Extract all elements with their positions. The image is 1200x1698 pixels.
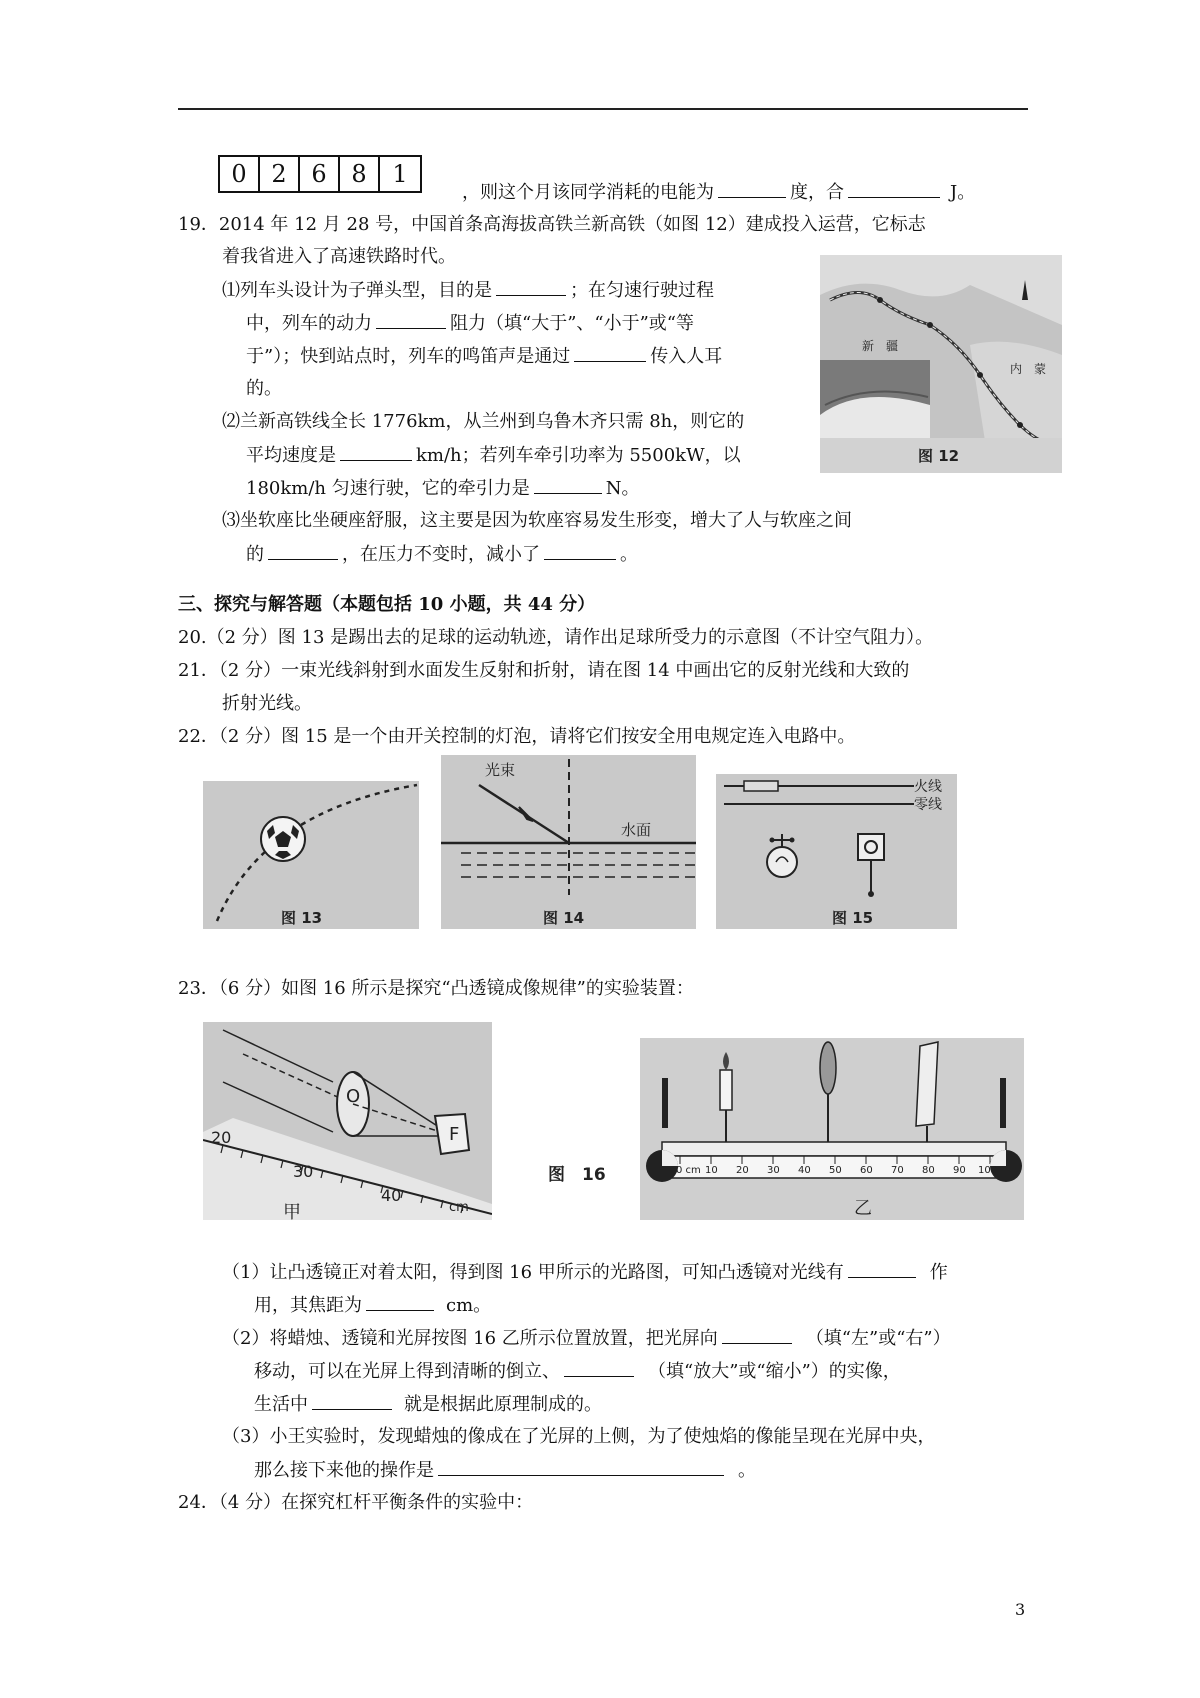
answer-blank[interactable]	[848, 180, 940, 198]
q23-part1-cont: 用，其焦距为 cm。	[254, 1295, 492, 1316]
answer-blank[interactable]	[718, 180, 786, 198]
q18-line: ，则这个月该同学消耗的电能为 度，合 J。	[462, 182, 976, 203]
figure-caption: 图 12	[918, 447, 960, 465]
bench-label: 10	[705, 1165, 718, 1176]
answer-blank[interactable]	[496, 278, 566, 296]
meter-digit: 2	[260, 157, 300, 191]
bench-label: 100	[978, 1165, 998, 1176]
answer-blank[interactable]	[534, 476, 602, 494]
bench-label: 20	[736, 1165, 749, 1176]
energy-meter-display	[218, 155, 422, 193]
figure-16-jia	[203, 1022, 492, 1220]
label-lens-center: O	[346, 1086, 361, 1107]
answer-blank[interactable]	[544, 542, 616, 560]
bench-label: 30	[767, 1165, 780, 1176]
label-light-beam: 光束	[485, 761, 516, 779]
figure-caption: 图 13	[281, 909, 323, 927]
bench-label: 50	[829, 1165, 842, 1176]
q24-text: 24．（4 分）在探究杠杆平衡条件的实验中：	[178, 1492, 534, 1513]
label-neutral-wire: 零线	[914, 797, 942, 813]
label-water-surface: 水面	[621, 821, 652, 839]
q23-part2: （2）将蜡烛、透镜和光屏按图 16 乙所示位置放置，把光屏向 （填“左”或“右”）	[222, 1328, 951, 1349]
q21-line2: 折射光线。	[222, 693, 312, 714]
bench-label: 80	[922, 1165, 935, 1176]
section-title: 三、探究与解答题（本题包括 10 小题，共 44 分）	[178, 594, 596, 615]
answer-blank[interactable]	[574, 344, 646, 362]
q19-part1: ⑴列车头设计为子弹头型，目的是 ；在匀速行驶过程	[222, 280, 714, 301]
answer-blank[interactable]	[376, 311, 446, 329]
q23-part3-cont: 那么接下来他的操作是 。	[254, 1460, 756, 1481]
meter-digit: 0	[220, 157, 260, 191]
ruler-label: 30	[293, 1162, 314, 1181]
figure-sublabel: 乙	[854, 1198, 872, 1219]
meter-digit: 6	[300, 157, 340, 191]
figure-caption: 图 16	[548, 1165, 606, 1185]
page-number: 3	[1015, 1600, 1026, 1619]
answer-blank[interactable]	[340, 443, 412, 461]
ruler-label: 20	[211, 1128, 232, 1147]
figure-14	[441, 755, 696, 929]
optical-bench-diagram	[640, 1038, 1024, 1220]
q23-part1: （1）让凸透镜正对着太阳，得到图 16 甲所示的光路图，可知凸透镜对光线有 作	[222, 1262, 948, 1283]
answer-blank[interactable]	[438, 1458, 724, 1476]
q19-line2: 着我省进入了高速铁路时代。	[222, 246, 456, 267]
q20-text: 20.（2 分）图 13 是踢出去的足球的运动轨迹，请作出足球所受力的示意图（不计空气阻力）。	[178, 627, 934, 648]
label-focus: F	[449, 1124, 460, 1145]
q23-part2-cont: 移动，可以在光屏上得到清晰的倒立、 （填“放大”或“缩小”）的实像，	[254, 1361, 901, 1382]
figure-caption: 图 15	[832, 909, 874, 927]
q23-part3: （3）小王实验时，发现蜡烛的像成在了光屏的上侧，为了使烛焰的像能呈现在光屏中央，	[222, 1426, 936, 1447]
answer-blank[interactable]	[848, 1260, 916, 1278]
q19-part2-cont2: 180km/h 匀速行驶，它的牵引力是 N。	[246, 478, 640, 499]
meter-digit: 8	[340, 157, 380, 191]
bench-label: 0 cm	[676, 1165, 701, 1176]
answer-blank[interactable]	[312, 1392, 392, 1410]
figure-12-map	[820, 255, 1062, 473]
meter-digit: 1	[392, 160, 408, 188]
figure-13	[203, 781, 419, 929]
map-label: 新 疆	[862, 339, 899, 353]
figure-caption: 图 14	[543, 909, 585, 927]
figure-sublabel: 甲	[283, 1202, 301, 1220]
refraction-diagram	[441, 755, 696, 929]
figure-15	[716, 774, 957, 929]
q19-part1-cont3: 的。	[246, 378, 282, 399]
ruler-unit: cm	[449, 1200, 469, 1215]
q19-part2-cont: 平均速度是 km/h；若列车牵引功率为 5500kW，以	[246, 445, 741, 466]
header-rule	[178, 108, 1028, 110]
answer-blank[interactable]	[366, 1293, 434, 1311]
map-label: 内 蒙	[1010, 362, 1047, 376]
q19-part1-cont: 中，列车的动力 阻力（填“大于”、“小于”或“等	[246, 313, 695, 334]
answer-blank[interactable]	[722, 1326, 792, 1344]
bench-label: 40	[798, 1165, 811, 1176]
q21-line1: 21．（2 分）一束光线斜射到水面发生反射和折射，请在图 14 中画出它的反射光线和大致的	[178, 660, 910, 681]
bench-label: 90	[953, 1165, 966, 1176]
q19-part1-cont2: 于”）；快到站点时，列车的鸣笛声是通过 传入人耳	[246, 346, 723, 367]
bench-label: 60	[860, 1165, 873, 1176]
q23-intro: 23．（6 分）如图 16 所示是探究“凸透镜成像规律”的实验装置：	[178, 978, 694, 999]
q23-part2-cont2: 生活中 就是根据此原理制成的。	[254, 1394, 602, 1415]
q19-part3-cont: 的 ，在压力不变时，减小了 。	[246, 544, 638, 565]
answer-blank[interactable]	[564, 1359, 634, 1377]
label-live-wire: 火线	[914, 779, 942, 795]
q22-text: 22．（2 分）图 15 是一个由开关控制的灯泡，请将它们按安全用电规定连入电路中。	[178, 726, 856, 747]
figure-16-yi	[640, 1038, 1024, 1220]
q19-line1: 19．2014 年 12 月 28 号，中国首条高海拔高铁兰新高铁（如图 12）建成投入运营，它标志	[178, 214, 926, 235]
q19-part3: ⑶坐软座比坐硬座舒服，这主要是因为软座容易发生形变，增大了人与软座之间	[222, 510, 852, 531]
lens-focus-diagram	[203, 1022, 492, 1220]
bench-label: 70	[891, 1165, 904, 1176]
ruler-label: 40	[381, 1186, 402, 1205]
answer-blank[interactable]	[268, 542, 338, 560]
q19-part2: ⑵兰新高铁线全长 1776km，从兰州到乌鲁木齐只需 8h，则它的	[222, 411, 745, 432]
